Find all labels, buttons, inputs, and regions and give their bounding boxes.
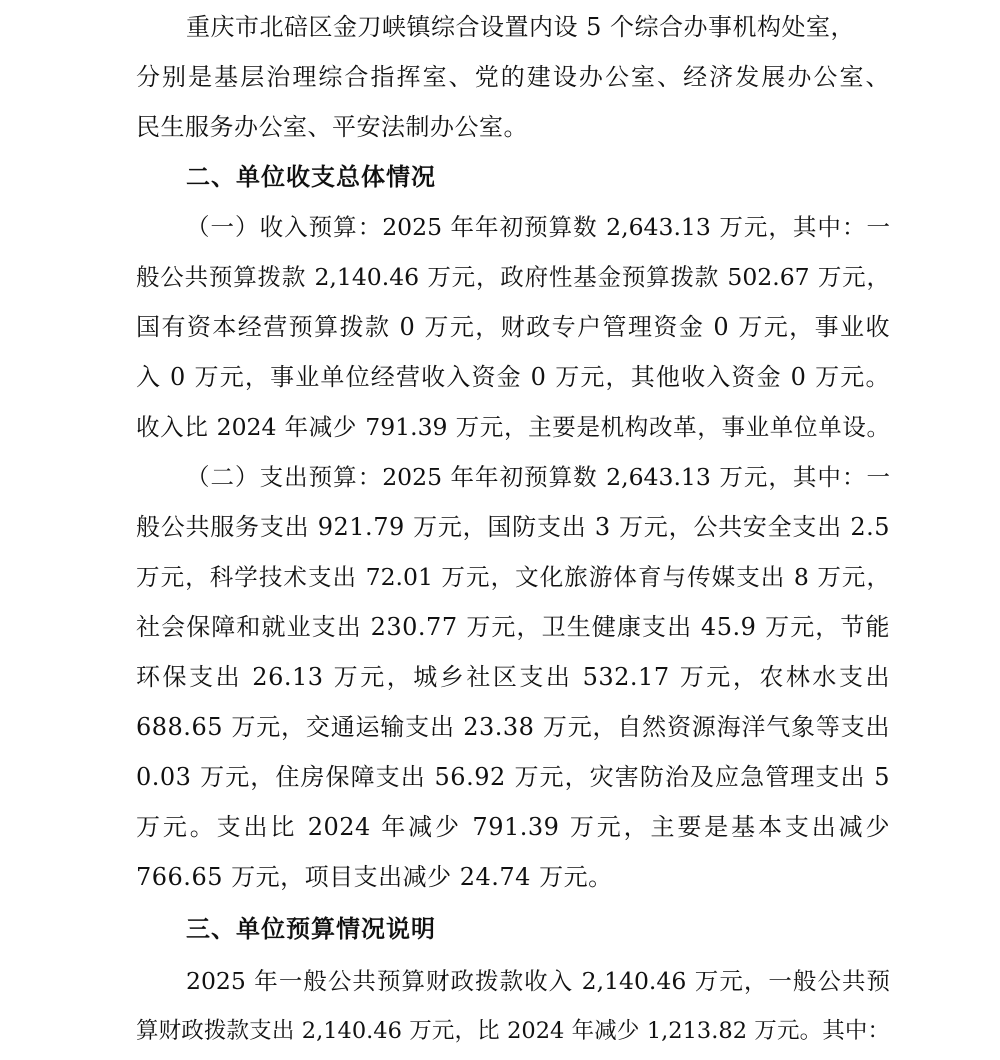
paragraph-line: 般公共服务支出 921.79 万元，国防支出 3 万元，公共安全支出 2.5	[136, 513, 890, 541]
section-heading: 二、单位收支总体情况	[186, 163, 436, 191]
paragraph-line: 般公共预算拨款 2,140.46 万元，政府性基金预算拨款 502.67 万元，	[136, 263, 890, 291]
paragraph-line: 国有资本经营预算拨款 0 万元，财政专户管理资金 0 万元，事业收	[136, 313, 890, 341]
paragraph-line: 766.65 万元，项目支出减少 24.74 万元。	[136, 863, 613, 891]
paragraph-line: 0.03 万元，住房保障支出 56.92 万元，灾害防治及应急管理支出 5	[136, 763, 890, 791]
paragraph-line: 万元。支出比 2024 年减少 791.39 万元，主要是基本支出减少	[136, 813, 890, 841]
paragraph-line: （一）收入预算：2025 年年初预算数 2,643.13 万元，其中：一	[186, 213, 890, 241]
paragraph-line: 环保支出 26.13 万元，城乡社区支出 532.17 万元，农林水支出	[136, 663, 890, 691]
paragraph-line: 入 0 万元，事业单位经营收入资金 0 万元，其他收入资金 0 万元。	[136, 363, 890, 391]
paragraph-line: 重庆市北碚区金刀峡镇综合设置内设 5 个综合办事机构处室，	[186, 13, 856, 41]
paragraph-line: 688.65 万元，交通运输支出 23.38 万元，自然资源海洋气象等支出	[136, 713, 890, 741]
paragraph-line: 2025 年一般公共预算财政拨款收入 2,140.46 万元，一般公共预	[186, 967, 890, 995]
paragraph-line: 民生服务办公室、平安法制办公室。	[136, 113, 528, 141]
paragraph-line: 社会保障和就业支出 230.77 万元，卫生健康支出 45.9 万元，节能	[136, 613, 890, 641]
paragraph-line: （二）支出预算：2025 年年初预算数 2,643.13 万元，其中：一	[186, 463, 890, 491]
section-heading: 三、单位预算情况说明	[186, 915, 436, 943]
paragraph-line: 分别是基层治理综合指挥室、党的建设办公室、经济发展办公室、	[136, 63, 890, 91]
paragraph-line: 收入比 2024 年减少 791.39 万元，主要是机构改革，事业单位单设。	[136, 413, 890, 441]
paragraph-line: 万元，科学技术支出 72.01 万元，文化旅游体育与传媒支出 8 万元，	[136, 563, 890, 591]
paragraph-line: 算财政拨款支出 2,140.46 万元，比 2024 年减少 1,213.82 万元。其中：	[136, 1018, 890, 1044]
